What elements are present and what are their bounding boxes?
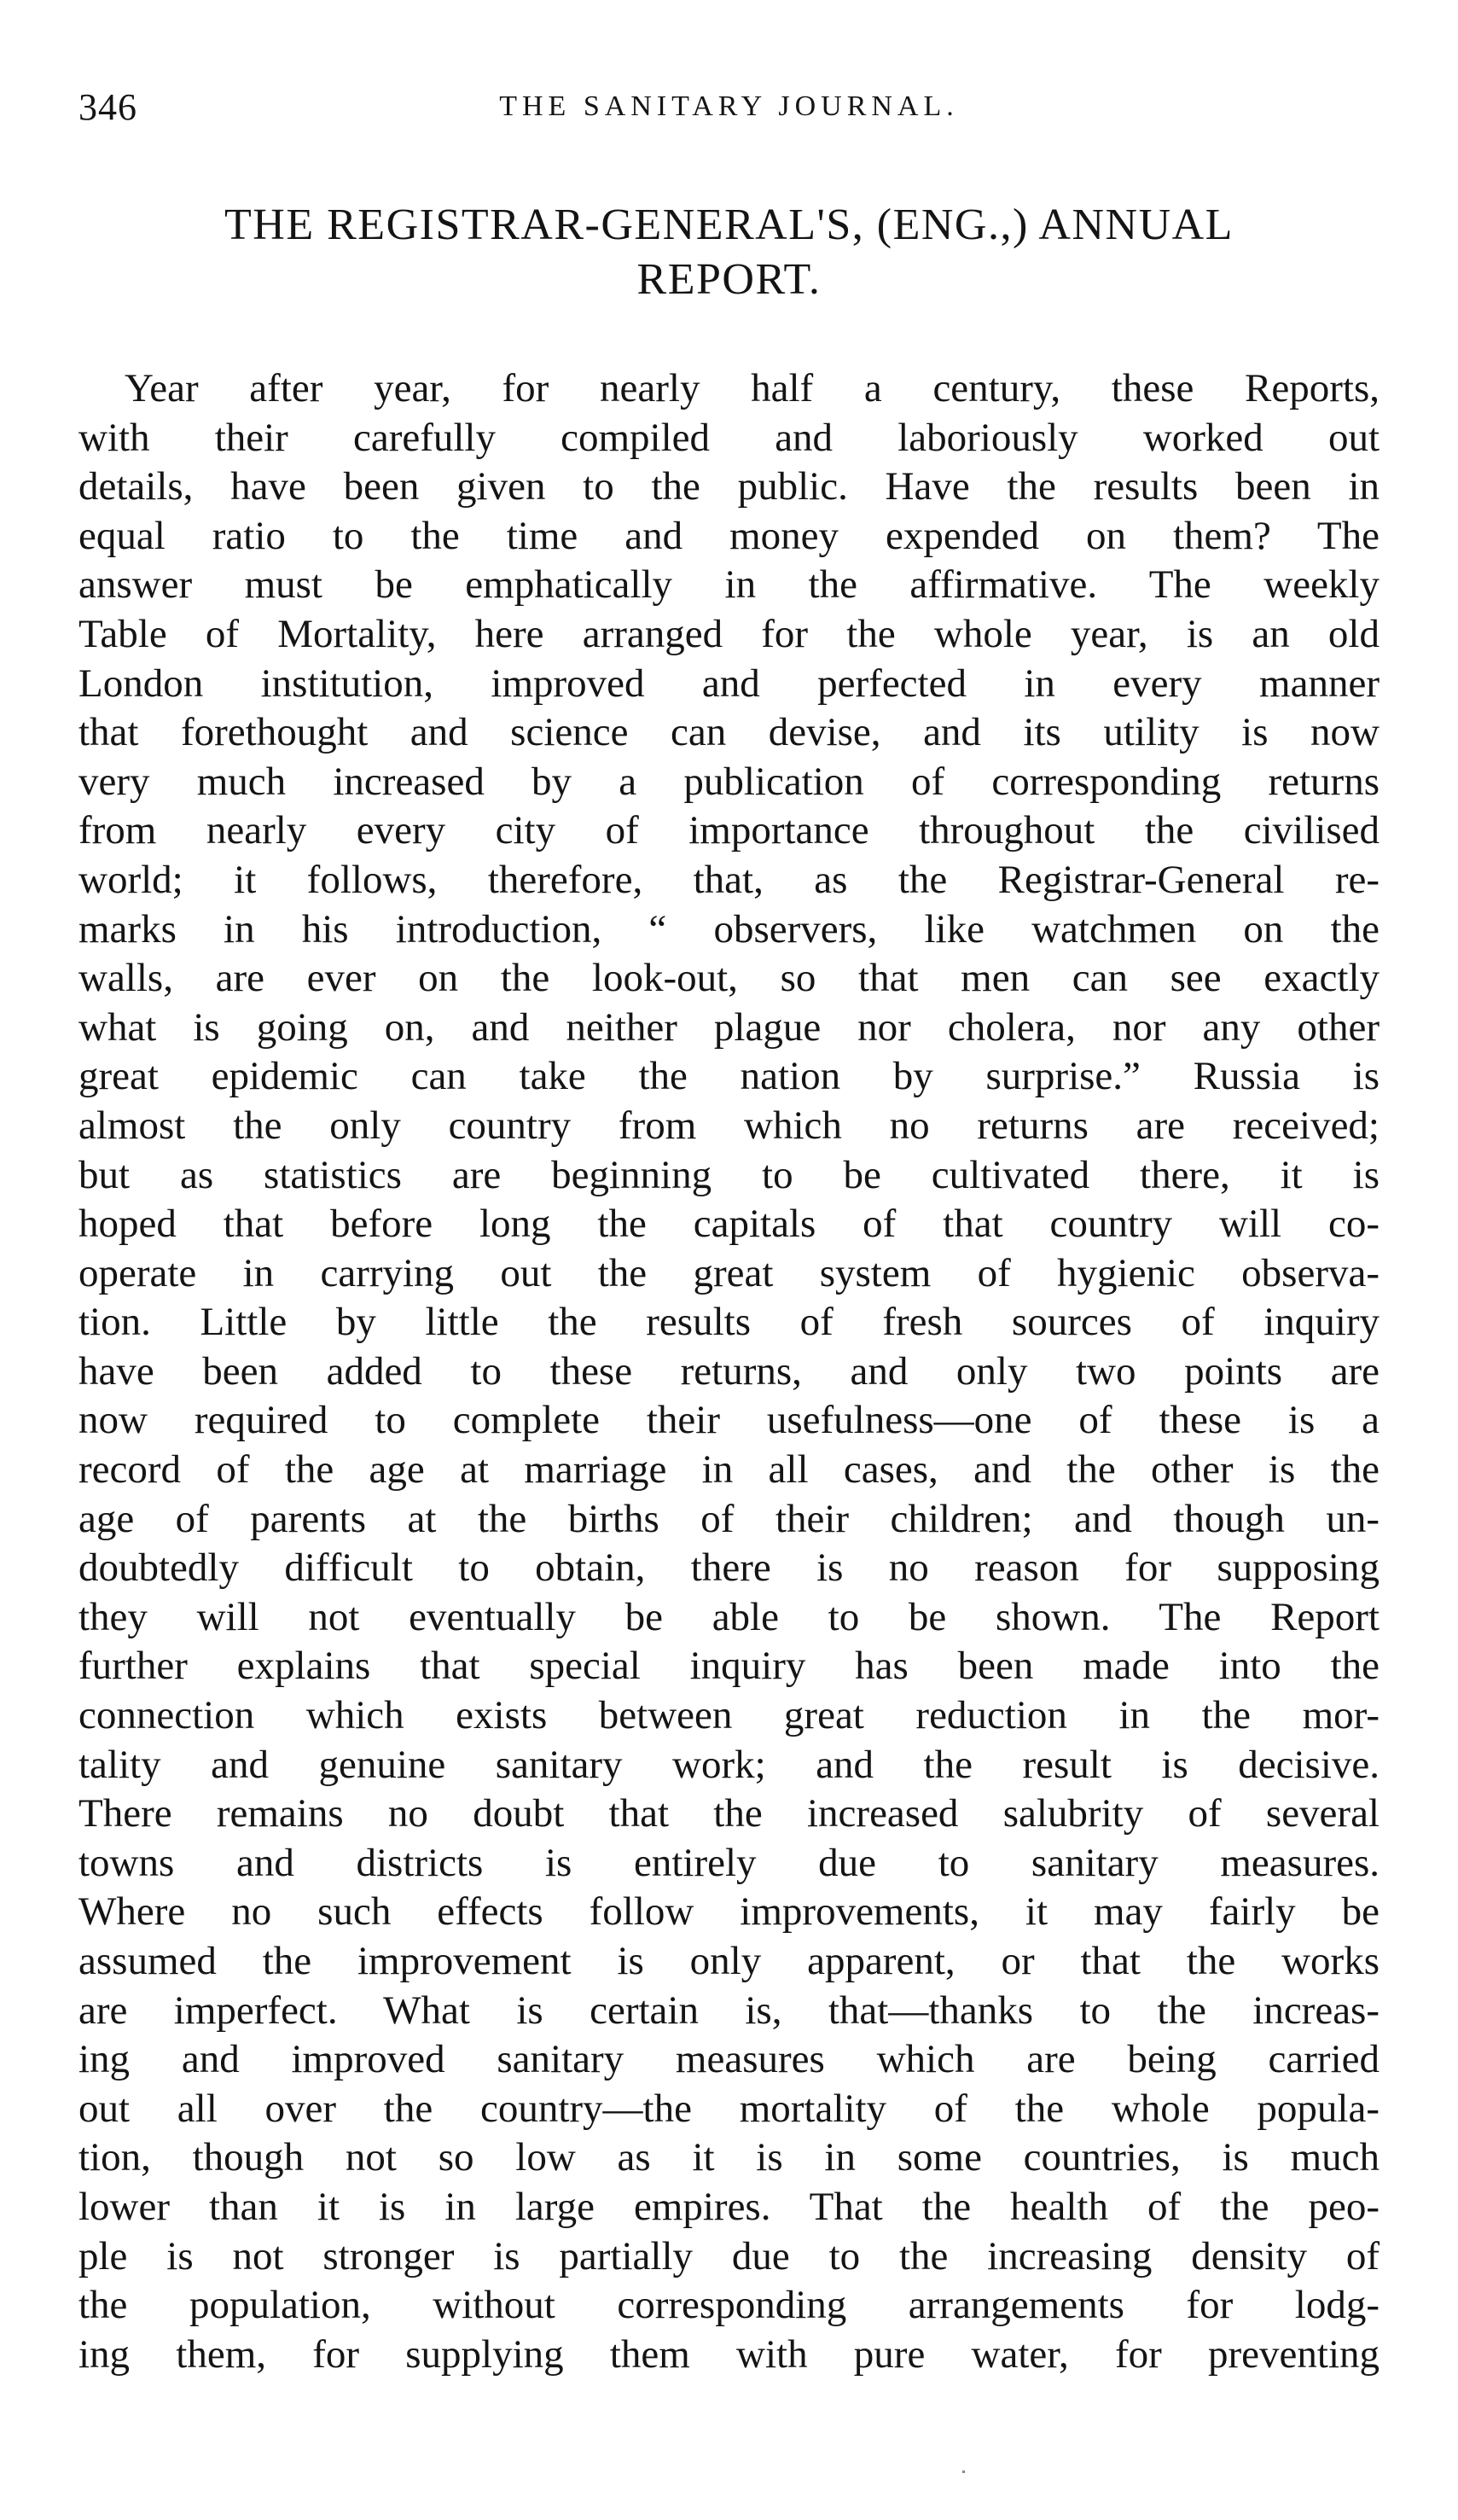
body-line: tion. Little by little the results of fresh sources of inquiry: [78, 1300, 1380, 1345]
body-line: lower than it is in large empires. That the health of the peo-: [78, 2184, 1380, 2229]
body-line: are imperfect. What is certain is, that—thanks to the increas-: [78, 1987, 1380, 2033]
body-line: equal ratio to the time and money expended on them? The: [78, 513, 1380, 558]
article-title: [78, 198, 1380, 307]
body-line: tality and genuine sanitary work; and the result is decisive.: [78, 1742, 1380, 1787]
running-head: [78, 85, 1380, 137]
body-line: great epidemic can take the nation by surprise.” Russia is: [78, 1054, 1380, 1099]
body-line: connection which exists between great reduction in the mor-: [78, 1693, 1380, 1738]
body-line: the population, without corresponding arrangements for lodg-: [78, 2283, 1380, 2328]
body-line: further explains that special inquiry has been made into the: [78, 1644, 1380, 1689]
body-line: There remains no doubt that the increased salubrity of several: [78, 1791, 1380, 1836]
body-line: from nearly every city of importance throughout the civilised: [78, 808, 1380, 853]
body-line: Table of Mortality, here arranged for the whole year, is an old: [78, 611, 1380, 656]
body-line: Where no such effects follow improvements, it may fairly be: [78, 1889, 1380, 1935]
body-line: hoped that before long the capitals of that country will co-: [78, 1202, 1380, 1247]
body-line: almost the only country from which no returns are received;: [78, 1103, 1380, 1148]
body-line: record of the age at marriage in all cases, and the other is the: [78, 1447, 1380, 1493]
body-line: what is going on, and neither plague nor cholera, nor any other: [78, 1004, 1380, 1050]
body-line: operate in carrying out the great system of hygienic observa-: [78, 1250, 1380, 1295]
body-line: walls, are ever on the look-out, so that men can see exactly: [78, 956, 1380, 1001]
print-speck: [962, 2471, 965, 2473]
page-number: 346: [78, 86, 137, 128]
body-line: out all over the country—the mortality of the whole popula-: [78, 2086, 1380, 2131]
body-line: ing them, for supplying them with pure water, for preventing: [78, 2331, 1380, 2377]
body-line: with their carefully compiled and laboriously worked out: [78, 415, 1380, 460]
body-line: Year after year, for nearly half a century, these Reports,: [125, 366, 1380, 410]
body-line: very much increased by a publication of corresponding returns: [78, 759, 1380, 804]
body-line: doubtedly difficult to obtain, there is no reason for supposing: [78, 1545, 1380, 1591]
body-line: ple is not stronger is partially due to the increasing density of: [78, 2233, 1380, 2278]
journal-title: THE SANITARY JOURNAL.: [499, 90, 959, 122]
body-line: assumed the improvement is only apparent, or that the works: [78, 1939, 1380, 1983]
article-title-line-1: THE REGISTRAR-GENERAL'S, (ENG.,) ANNUAL: [224, 201, 1234, 249]
body-line: marks in his introduction, “ observers, like watchmen on the: [78, 906, 1380, 952]
body-line: ing and improved sanitary measures which are being carried: [78, 2037, 1380, 2082]
body-line: answer must be emphatically in the affirmative. The weekly: [78, 562, 1380, 608]
body-line: age of parents at the births of their children; and though un-: [78, 1496, 1380, 1541]
body-line: now required to complete their usefulness—one of these is a: [78, 1398, 1380, 1443]
body-line: tion, though not so low as it is in some countries, is much: [78, 2135, 1380, 2180]
body-line: that forethought and science can devise, and its utility is now: [78, 710, 1380, 755]
body-line: towns and districts is entirely due to sanitary measures.: [78, 1840, 1380, 1885]
article-title-line-2: REPORT.: [636, 255, 822, 304]
body-line: London institution, improved and perfected in every manner: [78, 661, 1380, 706]
body-line: details, have been given to the public. Have the results been in: [78, 464, 1380, 509]
body-line: but as statistics are beginning to be cultivated there, it is: [78, 1152, 1380, 1197]
article-body: [78, 364, 1380, 2379]
body-line: they will not eventually be able to be shown. The Report: [78, 1594, 1380, 1639]
body-line: world; it follows, therefore, that, as the Registrar-General re-: [78, 857, 1380, 902]
body-line: have been added to these returns, and only two points are: [78, 1348, 1380, 1394]
